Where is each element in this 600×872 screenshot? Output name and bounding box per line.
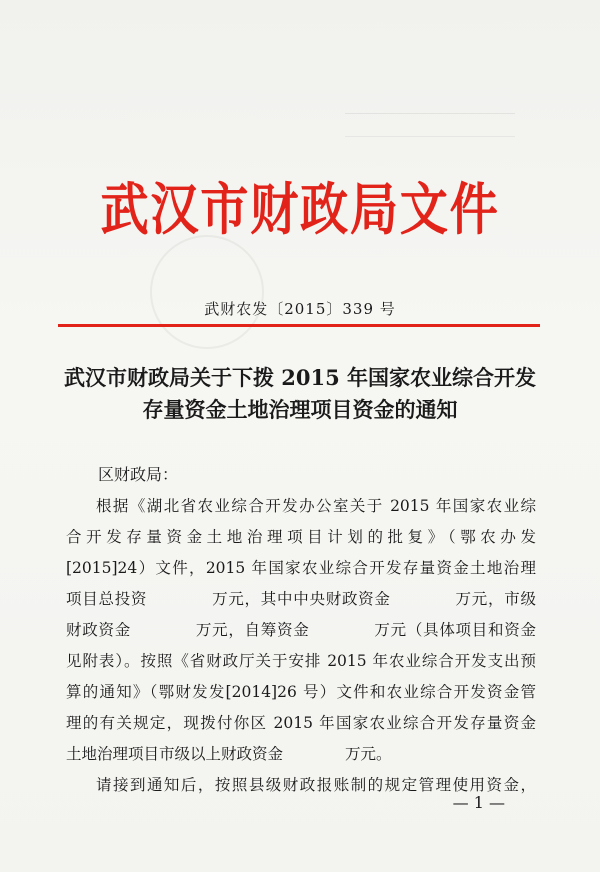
body-text — [66, 491, 536, 801]
body-line: 根据《湖北省农业综合开发办公室关于 2015 年国家农业综 — [96, 497, 536, 515]
letterhead-title: 武汉市财政局文件 — [100, 178, 500, 243]
red-separator-line — [58, 324, 540, 327]
notice-title-line: 武汉市财政局关于下拨 2015 年国家农业综合开发 — [63, 365, 537, 390]
body-line: 理的有关规定，现拨付你区 2015 年国家农业综合开发存量资金 — [66, 714, 536, 732]
notice-title-line: 存量资金土地治理项目资金的通知 — [142, 397, 458, 422]
faint-bleed-through-mark — [345, 113, 515, 137]
body-line: 项目总投资 万元，其中中央财政资金 万元，市级 — [66, 590, 536, 608]
faint-seal-bleed-through — [150, 235, 264, 349]
body-line: 土地治理项目市级以上财政资金 万元。 — [66, 745, 392, 763]
salutation: 区财政局： — [98, 465, 179, 484]
body-line: 请接到通知后，按照县级财政报账制的规定管理使用资金， — [96, 776, 536, 794]
body-line: 算的通知》（鄂财发发[2014]26 号）文件和农业综合开发资金管 — [66, 683, 536, 701]
document-number: 武财农发〔2015〕339 号 — [204, 300, 396, 318]
body-line: 见附表）。按照《省财政厅关于安排 2015 年农业综合开发支出预 — [66, 652, 536, 670]
page-number: — 1 — — [452, 793, 505, 812]
body-line: 财政资金 万元，自筹资金 万元（具体项目和资金 — [66, 621, 536, 639]
notice-title — [40, 362, 560, 426]
body-line: 合开发存量资金土地治理项目计划的批复》（鄂农办发 — [66, 528, 536, 546]
body-line: [2015]24）文件，2015 年国家农业综合开发存量资金土地治理 — [66, 559, 536, 577]
